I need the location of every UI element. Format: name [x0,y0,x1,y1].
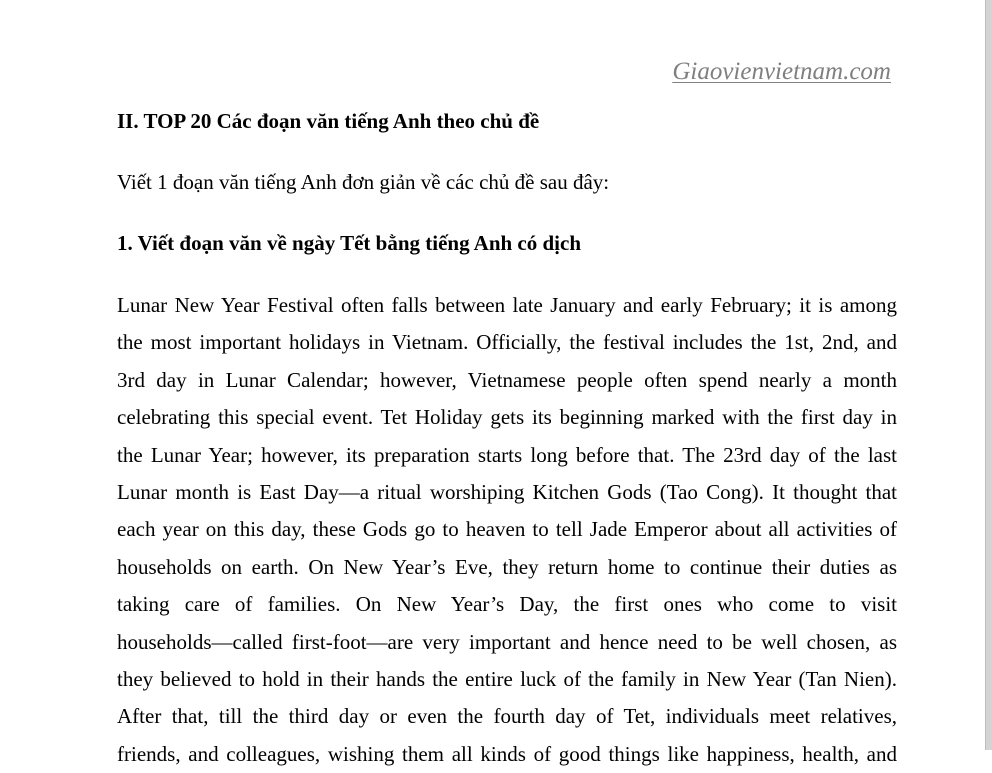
body-paragraph [117,287,897,773]
body-line: friends, and colleagues, wishing them all kinds of good things like happiness, health, and [117,741,897,766]
body-line: households on earth. On New Year’s Eve, they return home to continue their duties as [117,554,897,579]
body-line: the Lunar Year; however, its preparation starts long before that. The 23rd day of the last [117,442,897,467]
body-line: Lunar month is East Day—a ritual worshiping Kitchen Gods (Tao Cong). It thought that [117,480,897,505]
section-heading: II. TOP 20 Các đoạn văn tiếng Anh theo chủ đề [117,109,540,133]
body-line: After that, till the third day or even the fourth day of Tet, individuals meet relatives, [117,704,897,729]
watermark-link[interactable]: Giaovienvietnam.com [672,58,891,85]
body-line: celebrating this special event. Tet Holiday gets its beginning marked with the first day in [117,405,897,430]
body-line: taking care of families. On New Year’s Day, the first ones who come to visit [117,592,897,617]
body-line: households—called first-foot—are very important and hence need to be well chosen, as [117,629,897,654]
topic-heading: 1. Viết đoạn văn về ngày Tết bằng tiếng Anh có dịch [117,231,582,255]
body-line: they believed to hold in their hands the entire luck of the family in New Year (Tan Nien). [117,667,897,692]
body-line: Lunar New Year Festival often falls between late January and early February; it is among [117,293,897,317]
body-line: the most important holidays in Vietnam. Officially, the festival includes the 1st, 2nd, and [117,330,897,355]
body-line: 3rd day in Lunar Calendar; however, Vietnamese people often spend nearly a month [117,367,897,392]
intro-paragraph: Viết 1 đoạn văn tiếng Anh đơn giản về các chủ đề sau đây: [117,170,610,194]
page-edge [985,0,992,750]
body-line: each year on this day, these Gods go to heaven to tell Jade Emperor about all activities of [117,517,897,542]
document-content [117,104,897,773]
